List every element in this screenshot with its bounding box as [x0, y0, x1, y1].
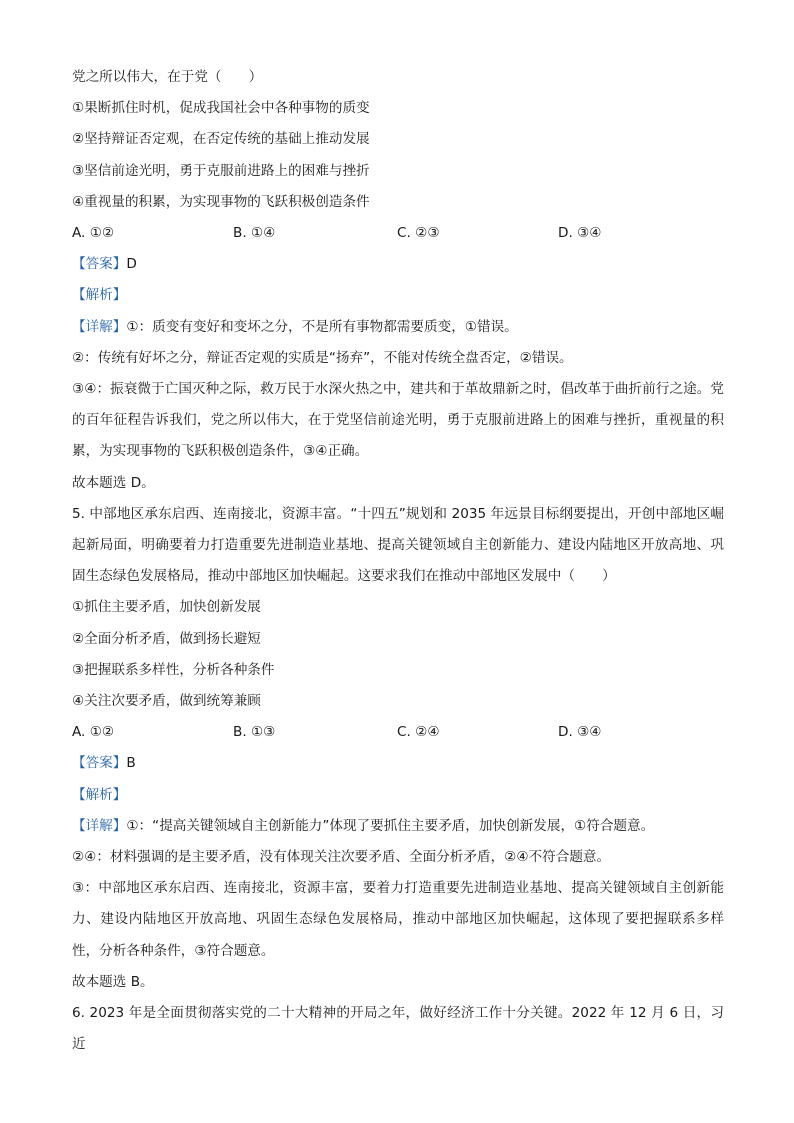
detail-line [72, 312, 724, 343]
question-stem: 5. 中部地区承东启西、连南接北，资源丰富。“十四五”规划和 2035 年远景目标纲要提出，开创中部地区崛起新局面，明确要着力打造重要先进制造业基地、提高关键领域自主创新能力、建设内陆地区开放高地、巩固生态绿色发展格局，推动中部地区加快崛起。这要求我们在推动中部地区发展中（ ） [72, 505, 724, 585]
detail-line [72, 811, 724, 842]
option-d: D. ③④ [558, 225, 602, 242]
detail-tag: 【详解】 [72, 318, 127, 335]
detail-paragraph: ③：中部地区承东启西、连南接北，资源丰富，要着力打造重要先进制造业基地、提高关键领域自主创新能力、建设内陆地区开放高地、巩固生态绿色发展格局，推动中部地区加快崛起，这体现了要把握联系多样性，分析各种条件，③符合题意。 [72, 880, 724, 959]
choice-item: ③把握联系多样性，分析各种条件 [72, 661, 275, 678]
option-c: C. ②③ [397, 225, 440, 242]
conclusion: 故本题选 D。 [72, 474, 155, 491]
document-page [72, 62, 724, 1060]
detail-paragraph: ②④：材料强调的是主要矛盾，没有体现关注次要矛盾、全面分析矛盾，②④不符合题意。 [72, 849, 611, 866]
answer-options [72, 218, 724, 249]
detail-text: ①：“提高关键领域自主创新能力”体现了要抓住主要矛盾，加快创新发展，①符合题意。 [126, 817, 655, 834]
option-b: B. ①④ [233, 225, 276, 242]
choice-item: ①抓住主要矛盾，加快创新发展 [72, 599, 261, 616]
answer-line [72, 249, 724, 280]
option-d: D. ③④ [558, 724, 602, 741]
choice-item: ②坚持辩证否定观，在否定传统的基础上推动发展 [72, 131, 370, 148]
question-stem: 6. 2023 年是全面贯彻落实党的二十大精神的开局之年，做好经济工作十分关键。2022 年 12 月 6 日，习近 [72, 1005, 724, 1053]
question-5 [72, 499, 724, 998]
option-c: C. ②④ [397, 724, 440, 741]
analysis-tag: 【解析】 [72, 786, 127, 803]
answer-tag: 【答案】 [72, 256, 127, 273]
choice-item: ④关注次要矛盾，做到统筹兼顾 [72, 693, 261, 710]
choice-item: ④重视量的积累，为实现事物的飞跃积极创造条件 [72, 193, 370, 210]
conclusion: 故本题选 B。 [72, 973, 154, 990]
answer-value: B [126, 755, 136, 772]
answer-line [72, 748, 724, 779]
detail-paragraph: ②：传统有好坏之分，辩证否定观的实质是“扬弃”，不能对传统全盘否定，②错误。 [72, 349, 573, 366]
choice-item: ①果断抓住时机，促成我国社会中各种事物的质变 [72, 100, 370, 117]
choice-item: ③坚信前途光明，勇于克服前进路上的困难与挫折 [72, 162, 370, 179]
choice-item: ②全面分析矛盾，做到扬长避短 [72, 630, 261, 647]
option-a: A. ①② [72, 225, 115, 242]
detail-paragraph: ③④：振衰微于亡国灭种之际，救万民于水深火热之中，建共和于革故鼎新之时，倡改革于曲折前行之途。党的百年征程告诉我们，党之所以伟大，在于党坚信前途光明，勇于克服前进路上的困难与挫折，重视量的积累，为实现事物的飞跃积极创造条件，③④正确。 [72, 381, 724, 460]
answer-tag: 【答案】 [72, 755, 127, 772]
detail-text: ①：质变有变好和变坏之分，不是所有事物都需要质变，①错误。 [126, 318, 518, 335]
answer-options [72, 717, 724, 748]
analysis-tag: 【解析】 [72, 287, 127, 304]
option-b: B. ①③ [233, 724, 276, 741]
detail-tag: 【详解】 [72, 817, 127, 834]
answer-value: D [126, 256, 137, 273]
question-4 [72, 62, 724, 499]
question-stem: 党之所以伟大，在于党（ ） [72, 69, 263, 85]
option-a: A. ①② [72, 724, 115, 741]
question-6 [72, 998, 724, 1060]
